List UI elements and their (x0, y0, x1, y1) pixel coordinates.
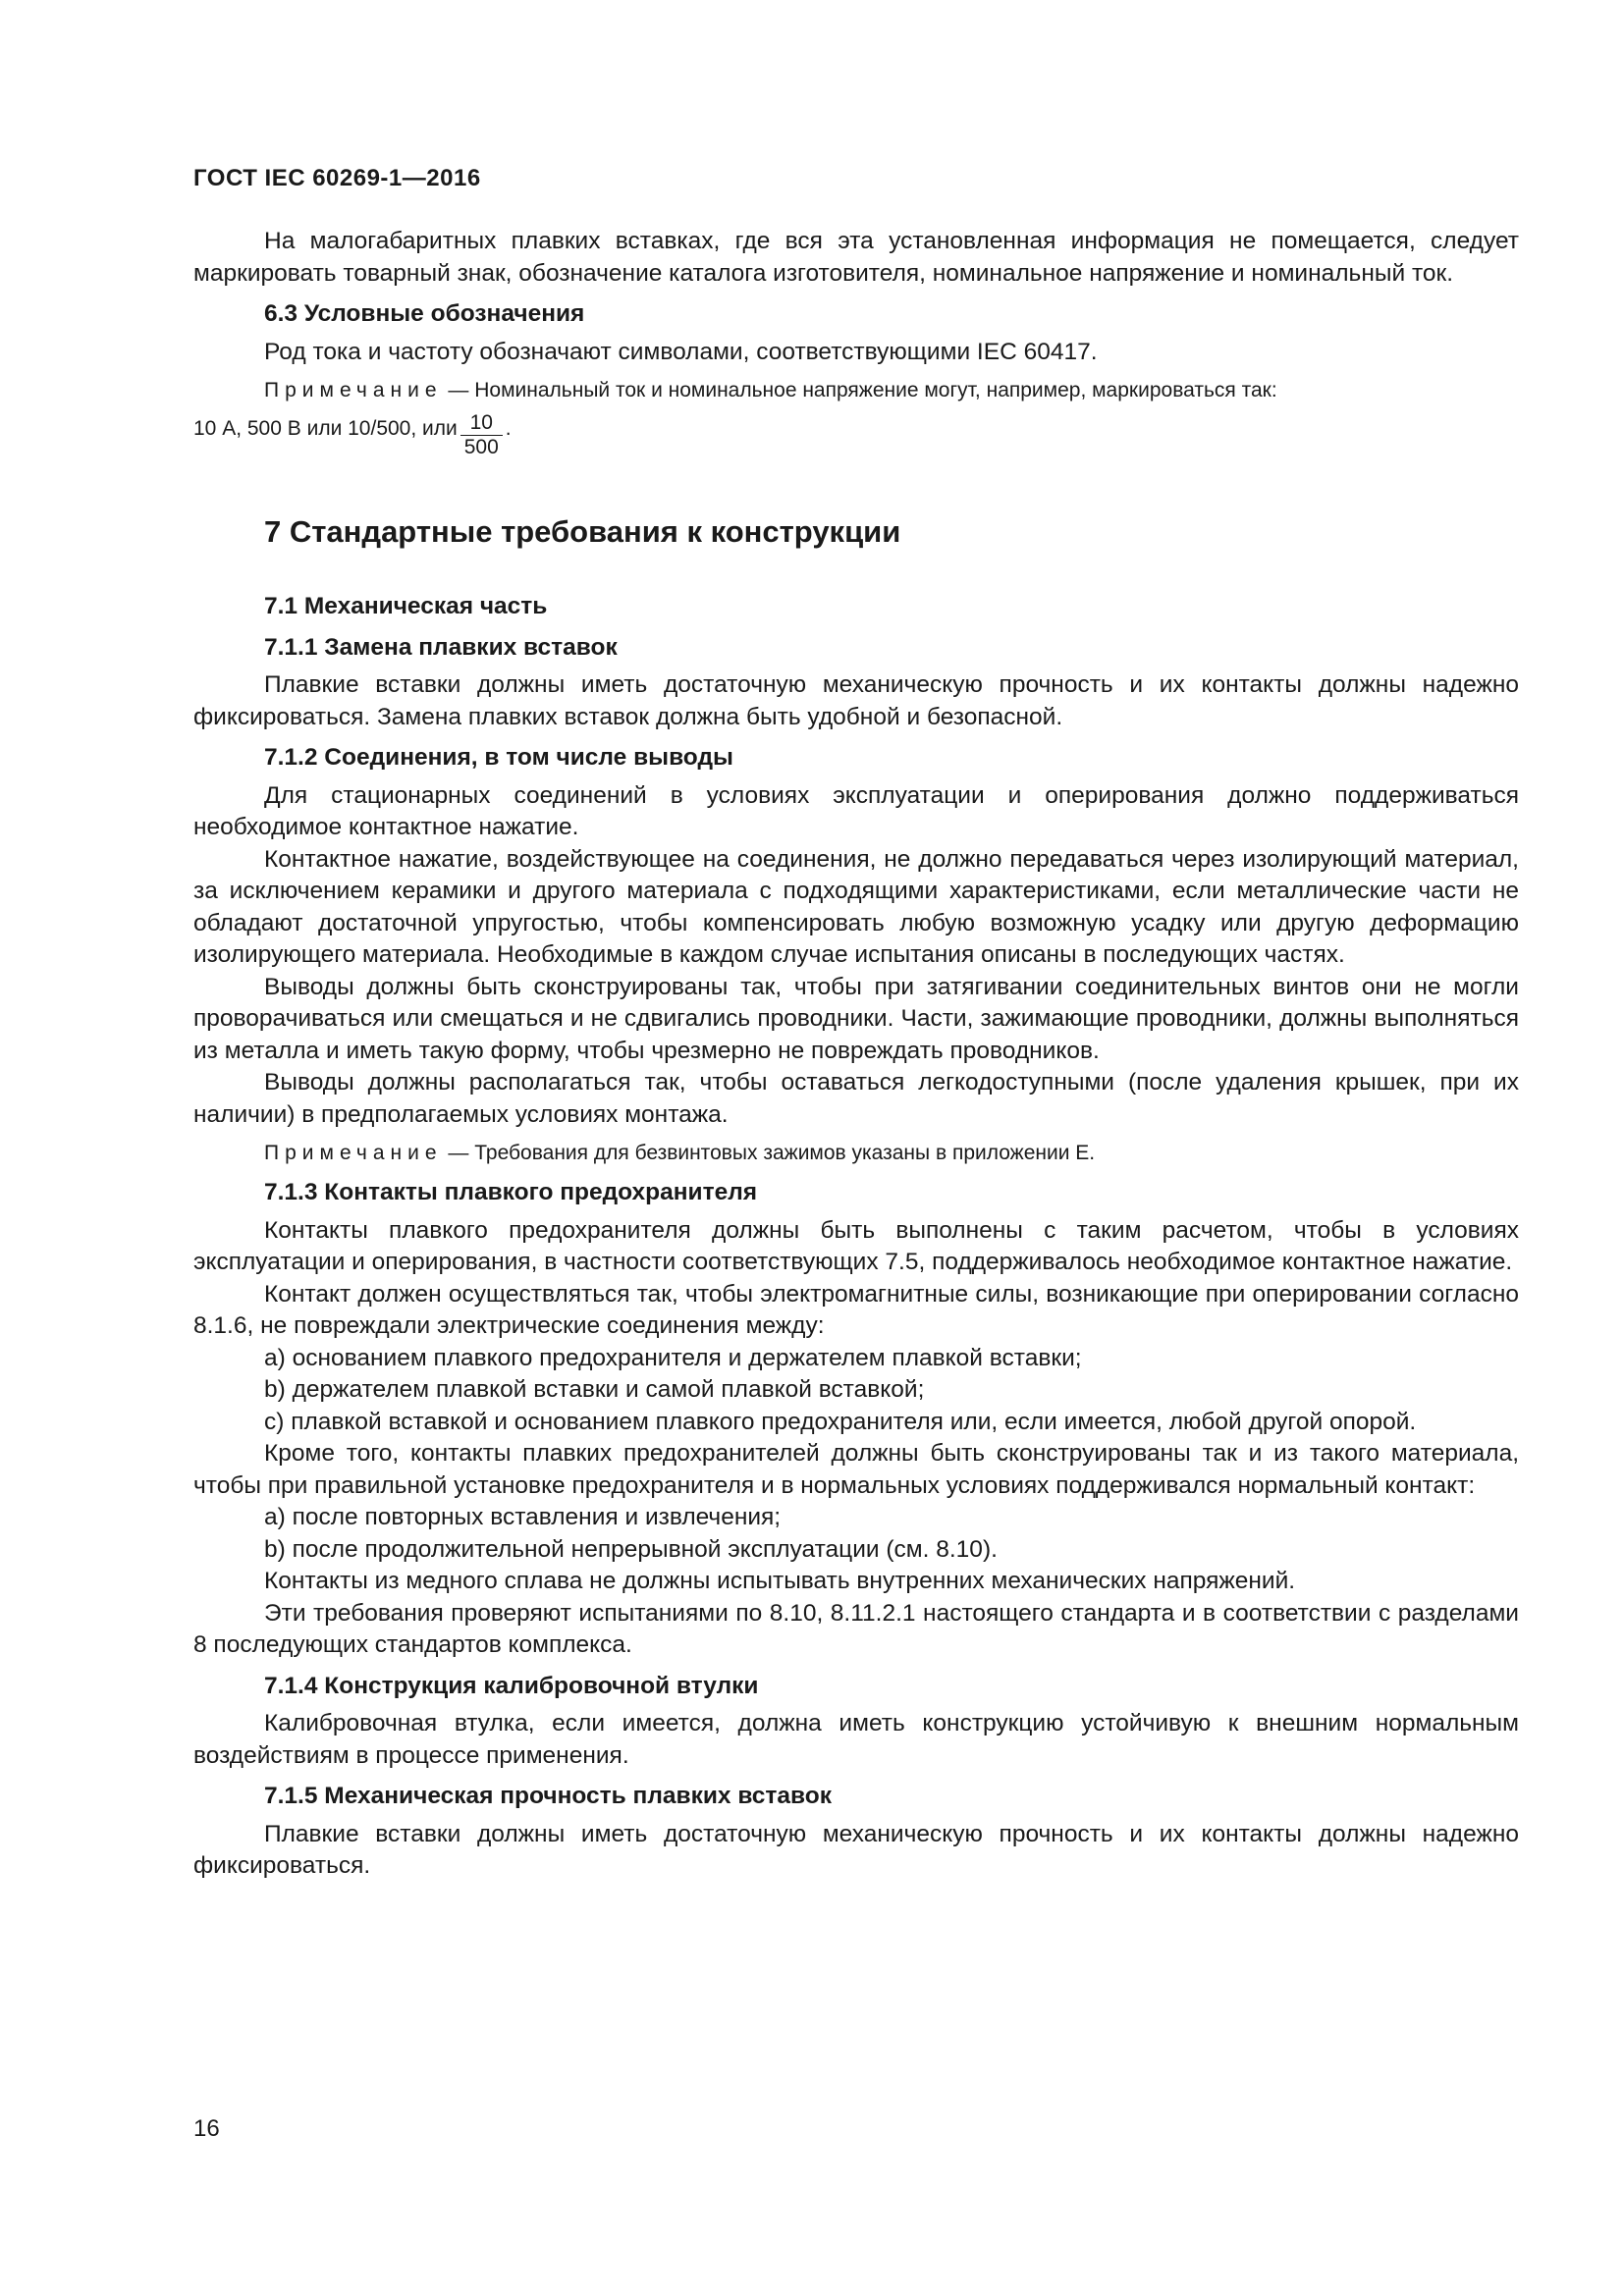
paragraph-7-1-2-d: Выводы должны располагаться так, чтобы оставаться легкодоступными (после удаления крышек, при их наличии) в предполагаемых условиях монтажа. (193, 1069, 1519, 1128)
paragraph-7-1-5: Плавкие вставки должны иметь достаточную механическую прочность и их контакты должны надежно фиксироваться. (193, 1820, 1519, 1879)
list-item: b) после продолжительной непрерывной эксплуатации (см. 8.10). (264, 1535, 998, 1563)
page-content (193, 226, 1519, 1883)
intro-paragraph: На малогабаритных плавких вставках, где вся эта установленная информация не помещается, следует маркировать товарный знак, обозначение каталога изготовителя, номинальное напряжение и номинальный ток. (193, 228, 1519, 287)
paragraph-7-1-3-e: Эти требования проверяют испытаниями по 8.10, 8.11.2.1 настоящего стандарта и в соответствии с разделами 8 последующих стандартов комплекса. (193, 1599, 1519, 1658)
note-7-1-2 (193, 1139, 1519, 1168)
heading-7-1: 7.1 Механическая часть (264, 593, 548, 619)
fraction-numerator: 10 (460, 411, 503, 436)
note-text: — Требования для безвинтовых зажимов указаны в приложении Е. (448, 1142, 1096, 1164)
paragraph-6-3: Род тока и частоту обозначают символами, соответствующими IEC 60417. (264, 338, 1098, 365)
list-item: a) основанием плавкого предохранителя и держателем плавкой вставки; (264, 1344, 1082, 1371)
paragraph-7-1-3-b: Контакт должен осуществляться так, чтобы электромагнитные силы, возникающие при оперировании согласно 8.1.6, не повреждали электрические соединения между: (193, 1280, 1519, 1339)
note-6-3 (193, 376, 1519, 458)
paragraph-7-1-3-a: Контакты плавкого предохранителя должны быть выполнены с таким расчетом, чтобы в условиях эксплуатации и оперирования, в частности соответствующих 7.5, поддерживалось необходимое контактное нажатие. (193, 1216, 1519, 1275)
heading-7-1-5: 7.1.5 Механическая прочность плавких вставок (264, 1783, 833, 1809)
heading-6-3: 6.3 Условные обозначения (264, 300, 585, 327)
list-item: b) держателем плавкой вставки и самой плавкой вставкой; (264, 1376, 925, 1403)
heading-7-1-3: 7.1.3 Контакты плавкого предохранителя (264, 1179, 758, 1205)
fraction (460, 411, 503, 459)
paragraph-7-1-1: Плавкие вставки должны иметь достаточную механическую прочность и их контакты должны надежно фиксироваться. Замена плавких вставок должна быть удобной и безопасной. (193, 671, 1519, 730)
heading-7-1-4: 7.1.4 Конструкция калибровочной втулки (264, 1672, 759, 1699)
heading-7-1-1: 7.1.1 Замена плавких вставок (264, 633, 618, 661)
paragraph-7-1-2-a: Для стационарных соединений в условиях эксплуатации и оперирования должно поддерживаться необходимое контактное нажатие. (193, 781, 1519, 840)
heading-7-1-2: 7.1.2 Соединения, в том числе выводы (264, 744, 733, 771)
fraction-denominator: 500 (463, 436, 499, 458)
paragraph-7-1-4: Калибровочная втулка, если имеется, должна иметь конструкцию устойчивую к внешним нормальным воздействиям в процессе применения. (193, 1710, 1519, 1769)
paragraph-7-1-2-b: Контактное нажатие, воздействующее на соединения, не должно передаваться через изолирующий материал, за исключением керамики и другого материала с подходящими характеристиками, если металлические части не обладают достаточной упругостью, чтобы компенсировать любую возможную усадку или другую деформацию изолирующего материала. Необходимые в каждом случае испытания описаны в последующих частях. (193, 845, 1519, 968)
paragraph-7-1-3-c: Кроме того, контакты плавких предохранителей должны быть сконструированы так и из такого материала, чтобы при правильной установке предохранителя и в нормальных условиях поддерживался нормальный контакт: (193, 1440, 1519, 1499)
list-item: c) плавкой вставкой и основанием плавкого предохранителя или, если имеется, любой другой опорой. (264, 1408, 1417, 1435)
note-text: — Номинальный ток и номинальное напряжение могут, например, маркироваться так: (448, 379, 1277, 401)
heading-section-7: 7 Стандартные требования к конструкции (264, 514, 901, 549)
note-end: . (505, 417, 512, 441)
paragraph-7-1-2-c: Выводы должны быть сконструированы так, чтобы при затягивании соединительных винтов они не могли проворачиваться или смещаться и не сдвигались проводники. Части, зажимающие проводники, должны выполняться из металла и иметь такую форму, чтобы чрезмерно не повреждать проводников. (193, 973, 1519, 1064)
note-label: Примечание (264, 379, 443, 401)
list-item: a) после повторных вставления и извлечения; (264, 1504, 782, 1530)
page-number: 16 (193, 2115, 220, 2142)
note-line: 10 А, 500 В или 10/500, или (193, 417, 458, 441)
note-label: Примечание (264, 1142, 443, 1164)
document-header: ГОСТ IEC 60269-1—2016 (193, 165, 481, 191)
paragraph-7-1-3-d: Контакты из медного сплава не должны испытывать внутренних механических напряжений. (264, 1568, 1296, 1594)
